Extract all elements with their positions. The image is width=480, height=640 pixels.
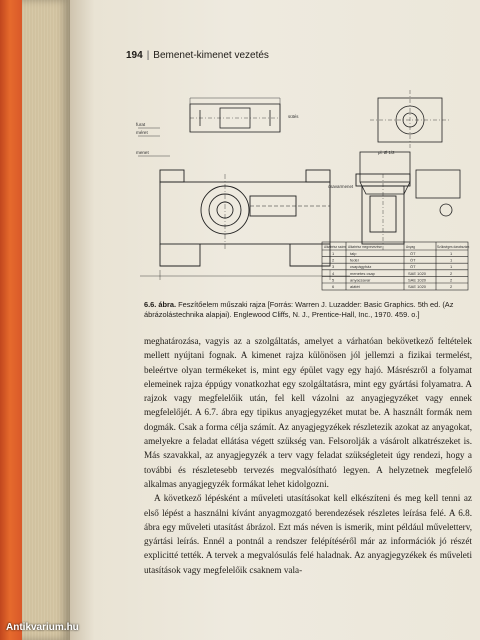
bom-cell: 1 (450, 264, 453, 270)
book-page (70, 0, 480, 640)
bom-cell: fedél (350, 257, 359, 263)
bom-cell: talp (350, 251, 357, 256)
watermark: Antikvarium.hu (6, 622, 79, 633)
drawing-label-furat: furat (136, 122, 146, 127)
bom-cell: SAE 1020 (408, 277, 427, 283)
bom-cell: ÖT (410, 257, 416, 263)
figure-caption (144, 300, 470, 320)
drawing-label-csavarmenet: csavarmenet (328, 184, 354, 189)
figure-caption-text: Feszítőelem műszaki rajza [Forrás: Warren J. Luzadder: Basic Graphics. 5th ed. (Az ábrázolástechnika alapjai). Englewood Cliffs, N. J., Prentice-Hall, Inc., 1970. 459. o.] (144, 300, 454, 319)
bom-cell: 2 (332, 257, 335, 263)
bom-cell: 6 (332, 284, 335, 289)
bom-cell: 1 (450, 257, 453, 263)
header-separator: | (146, 50, 150, 61)
bom-cell: 2 (450, 277, 453, 283)
drawing-label-sutes: sütés (288, 114, 299, 119)
bom-cell: SAE 1020 (408, 284, 427, 289)
book-spine-cover (0, 0, 22, 640)
bom-cell: alátét (350, 284, 360, 289)
bom-cell: ÖT (410, 251, 416, 256)
bom-header-part-name: Alkatrész megnevezése (348, 245, 382, 249)
bom-cell: 5 (332, 277, 335, 283)
figure-label: 6.6. ábra. (144, 300, 177, 309)
paragraph: meghatározása, vagyis az a szolgáltatás, amelyet a várhatóan bekövetkező feltételek mellett nyújtani fognak. A kimenet rajza különösen jól jellemzi a fizikai termelést, beleértve olyan termékeket is, mint egy épület vagy egy hajó. Másrészről a folyamat elemeinek rajza éppúgy vonatkozhat egy szolgáltatásra, mint egy gyártási folyamatra. A rajzok vagy megfelelőik után, fel kell vázolni az anyagjegyzéket vagy ennek megfelelőjét. A 6.7. ábra egy tipikus anyagjegyzéket mutat be. A használt formák nem dogmák. Csak a forma célja számít. Az anyagjegyzékek részletezik azokat az anyagokat, amelyekre a feladat ellátása végett szükség van. Felsorolják a vásárolt alkatrészeket is. Más szavakkal, az anyagjegyzék a terv vagy feladat szükségleteit úgy rendezi, hogy a további és részletesebb tervezés megvalósítható legyen. A helyzetnek megfelelő alkalmas anyagjegyzék formákat lehet kidolgozni. (144, 336, 472, 489)
drawing-label-menet: menet (136, 150, 149, 155)
page-header (126, 50, 466, 68)
technical-drawing (130, 70, 470, 292)
bom-cell: 1 (332, 251, 335, 256)
bom-header-part-no: Alkatrész szám (324, 245, 346, 249)
bom-cell: 1 (450, 251, 453, 256)
drawing-label-pl: pl. Ø 1/2 (378, 150, 395, 155)
page-edges (22, 0, 70, 640)
drawing-label-meret: méret (136, 130, 148, 135)
bom-cell: 4 (332, 270, 335, 276)
bom-cell: anyacsavar (350, 277, 371, 283)
body-text (144, 334, 472, 577)
paragraph: A következő lépésként a műveleti utasításokat kell elkészíteni és meg kell tenni az első lépést a használni kívánt anyagmozgató berendezések részletes leírása felé. A 6.8. ábra egy műveleti utasítást ábrázol. Ezt más néven is ismerik, mint például műveletterv, gyártási leírás. Ennél a pontnál a rendszer felépítéséről már az információk jó részét explicitté tették. A tervek a megvalósulás felé haladnak. Az anyagjegyzékek és műveleti utasítások vagy megfelelőik csaknem vala- (144, 493, 472, 575)
bom-cell: 2 (450, 284, 453, 289)
bom-header-material: Anyag (406, 245, 416, 249)
bom-header-qty: Szükséges darabszám (437, 245, 470, 249)
bom-cell: menetes csap (350, 270, 375, 276)
running-title: Bemenet-kimenet vezetés (153, 50, 269, 61)
page-number: 194 (126, 50, 143, 61)
bom-cell: 2 (450, 270, 453, 276)
bom-cell: csapágyház (350, 264, 372, 270)
bom-cell: ÖT (410, 264, 416, 270)
bom-cell: SAE 1020 (408, 270, 427, 276)
bom-cell: 3 (332, 264, 335, 270)
technical-drawing-svg (130, 70, 470, 292)
